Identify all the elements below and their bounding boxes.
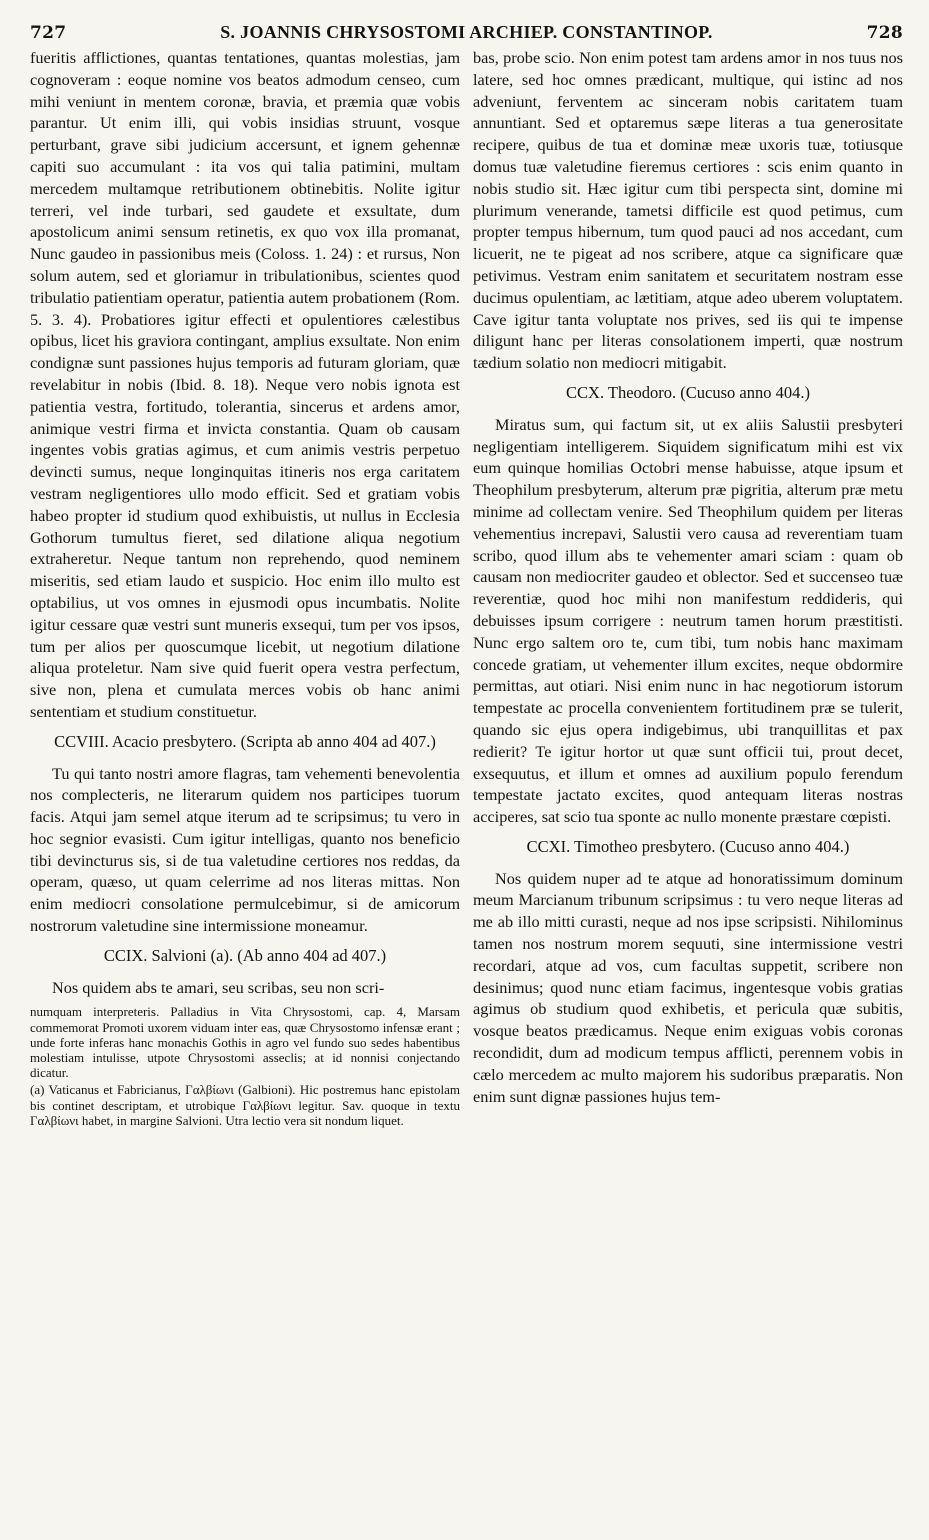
running-title: S. JOANNIS CHRYSOSTOMI ARCHIEP. CONSTANTINOP. [220,22,713,42]
two-column-body [30,47,903,1130]
left-column [30,47,460,1130]
left-page-number: 727 [30,23,67,43]
left-paragraph-2: Tu qui tanto nostri amore flagras, tam vehementi benevolentia nos complecteris, ne literarum quidem nos participes tuorum facis. Atqui jam semel atque iterum ad te scripsimus; tu vero in hoc segnior evasisti. Cum igitur intelligas, quanto nos beneficio tibi devincturus sis, si de tua valetudine certiores nos reddas, da operam, quæso, ut quam celerrime ad nos literas mittas. Non enim mediocri consolatione permulcebimur, si de amicorum nostrorum valetudine sine intermissione moneamur. [30,763,460,936]
running-header [30,22,903,43]
left-paragraph-3: Nos quidem abs te amari, seu scribas, seu non scri- [52,977,385,997]
right-column [473,47,903,1130]
right-page-number: 728 [866,23,903,43]
footnotes [30,1004,460,1128]
footnote-a: (a) Vaticanus et Fabricianus, Γαλβίωνι (Galbioni). Hic postremus hanc epistolam bis continet descriptam, et utrobique Γαλβίωνι legitur. Sav. quoque in textu Γαλβίωνι habet, in margine Salvioni. Utra lectio vera sit nondum liquet. [30,1082,460,1128]
letter-heading-ccix: CCIX. Salvioni (a). (Ab anno 404 ad 407.) [103,945,387,965]
right-paragraph-1: bas, probe scio. Non enim potest tam ardens amor in nos tuus nos latere, sed hoc omnes prædicant, multique, qui istinc ad nos adveniunt, ferventem ac sinceram nobis caritatem tuam annuntiant. Sed et optaremus sæpe literas a tua generositate recipere, quibus de tua et dominæ meæ uxoris tuæ, totiusque domus tuæ valetudine fieremus certiores : scis enim quanto in nobis studio sit. Hæc igitur cum tibi perspecta sint, domine mi plurimum venerande, tametsi difficile est quod petimus, cum propter tempus hibernum, tum quod pauci ad nos accedant, cum licuerit, ne te pigeat ad nos scribere, atque ca significare quæ petivimus. Vestram enim sanitatem et securitatem nostram esse ducimus opulentiam, ac lætitiam, atque adeo uberem voluptatem. Cave igitur tanta voluptate nos prives, sed iis qui te impense diligunt hanc per literas consolationem imperti, quæ nostrum tædium solatio non mediocri mitigabit. [473,48,903,373]
footnote-continued: numquam interpreteris. Palladius in Vita Chrysostomi, cap. 4, Marsam commemorat Promoti uxorem viduam inter eas, quæ Chrysostomo infensæ erant ; unde forte inferas hanc monachis Gothis in agro vel fundo suo sedes habentibus molestiam intulisse, utpote Chrysostomi asseclis; at id nonnisi conjectando dicatur. [30,1004,460,1081]
right-paragraph-2: Miratus sum, qui factum sit, ut ex aliis Salustii presbyteri negligentiam intelligerem. Siquidem significatum mihi est vix eum quinque homilias Octobri mense habuisse, atque ipsum et Theophilum presbyterum, alterum præ pigritia, alterum præ metu minime ad collectam venire. Sed Theophilum quidem per literas vehementius increpavi, Salustii vero causa ad reverentiam tuam scribo, quod illum abs te vehementer amari sciam : quam ob causam non mediocriter gaudeo et oblector. Sed et succenseo tuæ reverentiæ, quod hoc mihi non manifestum reddideris, qui debuisses ipsum corrigere : neutrum tamen horum præstitisti. Nunc ergo saltem oro te, cum tibi, tum nobis hanc maximam concede gratiam, ut vehementer illum excites, neque obdormire permittas, aut otiari. Nisi enim nunc in hac negotiorum istorum tempestate ac procella convenientem fortitudinem præ se tulerit, quando sic ejus opera indigebimus, ubi tranquillitas et pax redierit? Te igitur hortor ut quæ sunt officii tui, prout decet, exsequutus, et illum et omnes ad auxilium populo ferendum tempestate jactato excites, quod antequam literas nostras acciperes, sat scio tua sponte ac nullo monente præstare cœpisti. [473,414,903,827]
left-paragraph-1: fueritis afflictiones, quantas tentationes, quantas molestias, jam cognoveram : eoque nomine vos beatos admodum censeo, cum mihi veniunt in mentem coronæ, bravia, et præmia quæ vobis parantur. Ut enim illi, qui vobis insidias struunt, vosque perturbant, grave sibi judicium accersunt, et ignem gehennæ capiti suo accumulant : ita vos qui talia patimini, multam mercedem multamque retributionem obtinebitis. Nolite igitur terreri, vel inde turbari, sed gaudete et exsultate, dum apostolicum animi sensum retinetis, ex quo vox illa promanat, Nunc gaudeo in passionibus meis (Coloss. 1. 24) : et rursus, Non solum autem, sed et gloriamur in tribulationibus, scientes quod tribulatio patientiam operatur, patientia autem probationem (Rom. 5. 3. 4). Probatiores igitur effecti et opulentiores cælestibus opibus, licet his graviora contingant, amplius exsultate. Non enim condignæ sunt passiones hujus temporis ad futuram gloriam, quæ revelabitur in nobis (Ibid. 8. 18). Neque vero nobis ignota est patientia vestra, fortitudo, tolerantia, sincerus et ardens amor, animique vestri firma et invicta constantia. Quam ob causam ingentes vobis gratias agimus, et cum animis vestris perpetuo devincti sumus, neque longinquitas itineris nos erga caritatem vestram negligentiores ullo modo efficit. Sed et gratiam vobis habeo propter id studium quod exhibuistis, ut nullus in Ecclesia Gothorum tumultus fieret, sed dilatione aliqua negotium extraheretur. Neque tantum non reprehendo, quod neminem miseritis, sed etiam laudo et suspicio. Hoc enim illo multo est optabilius, ut vos omnes in ejusmodi opus incumbatis. Nolite igitur cessare quæ vestri sunt muneris exsequi, tum per vos ipsos, tum per alios per quoscumque licebit, ut negotium dilatione aliqua proteletur. Nam sive quid fuerit opera vestra perfectum, sive non, plena et cumulata merces vobis ob hanc animi sententiam et studium constituetur. [30,48,460,721]
right-paragraph-3: Nos quidem nuper ad te atque ad honoratissimum dominum meum Marcianum tribunum scripsimus : tu vero neque literas ad me ab illo mitti curasti, neque ad nos ipse scripsisti. Nihilominus tamen nos nostrum morem sequuti, sine intermissione vestri recordari, atque ad vos, cum facultas suppetit, scribere non desinimus; quod nunc etiam facimus, ingentesque vobis gratias agimus ob studium quod exhibetis, et pericula quæ subitis, vosque beatos prædicamus. Neque enim exiguas vobis coronas recondidit, dum ad modicum tempus afflicti, perennem vobis in cælo mercedem ac multo majorem his sudoribus præparatis. Non enim sunt dignæ passiones hujus tem- [473,868,903,1106]
letter-heading-ccx: CCX. Theodoro. (Cucuso anno 404.) [566,382,810,402]
letter-heading-ccxi: CCXI. Timotheo presbytero. (Cucuso anno 404.) [526,836,850,856]
letter-heading-ccviii: CCVIII. Acacio presbytero. (Scripta ab anno 404 ad 407.) [54,731,436,751]
